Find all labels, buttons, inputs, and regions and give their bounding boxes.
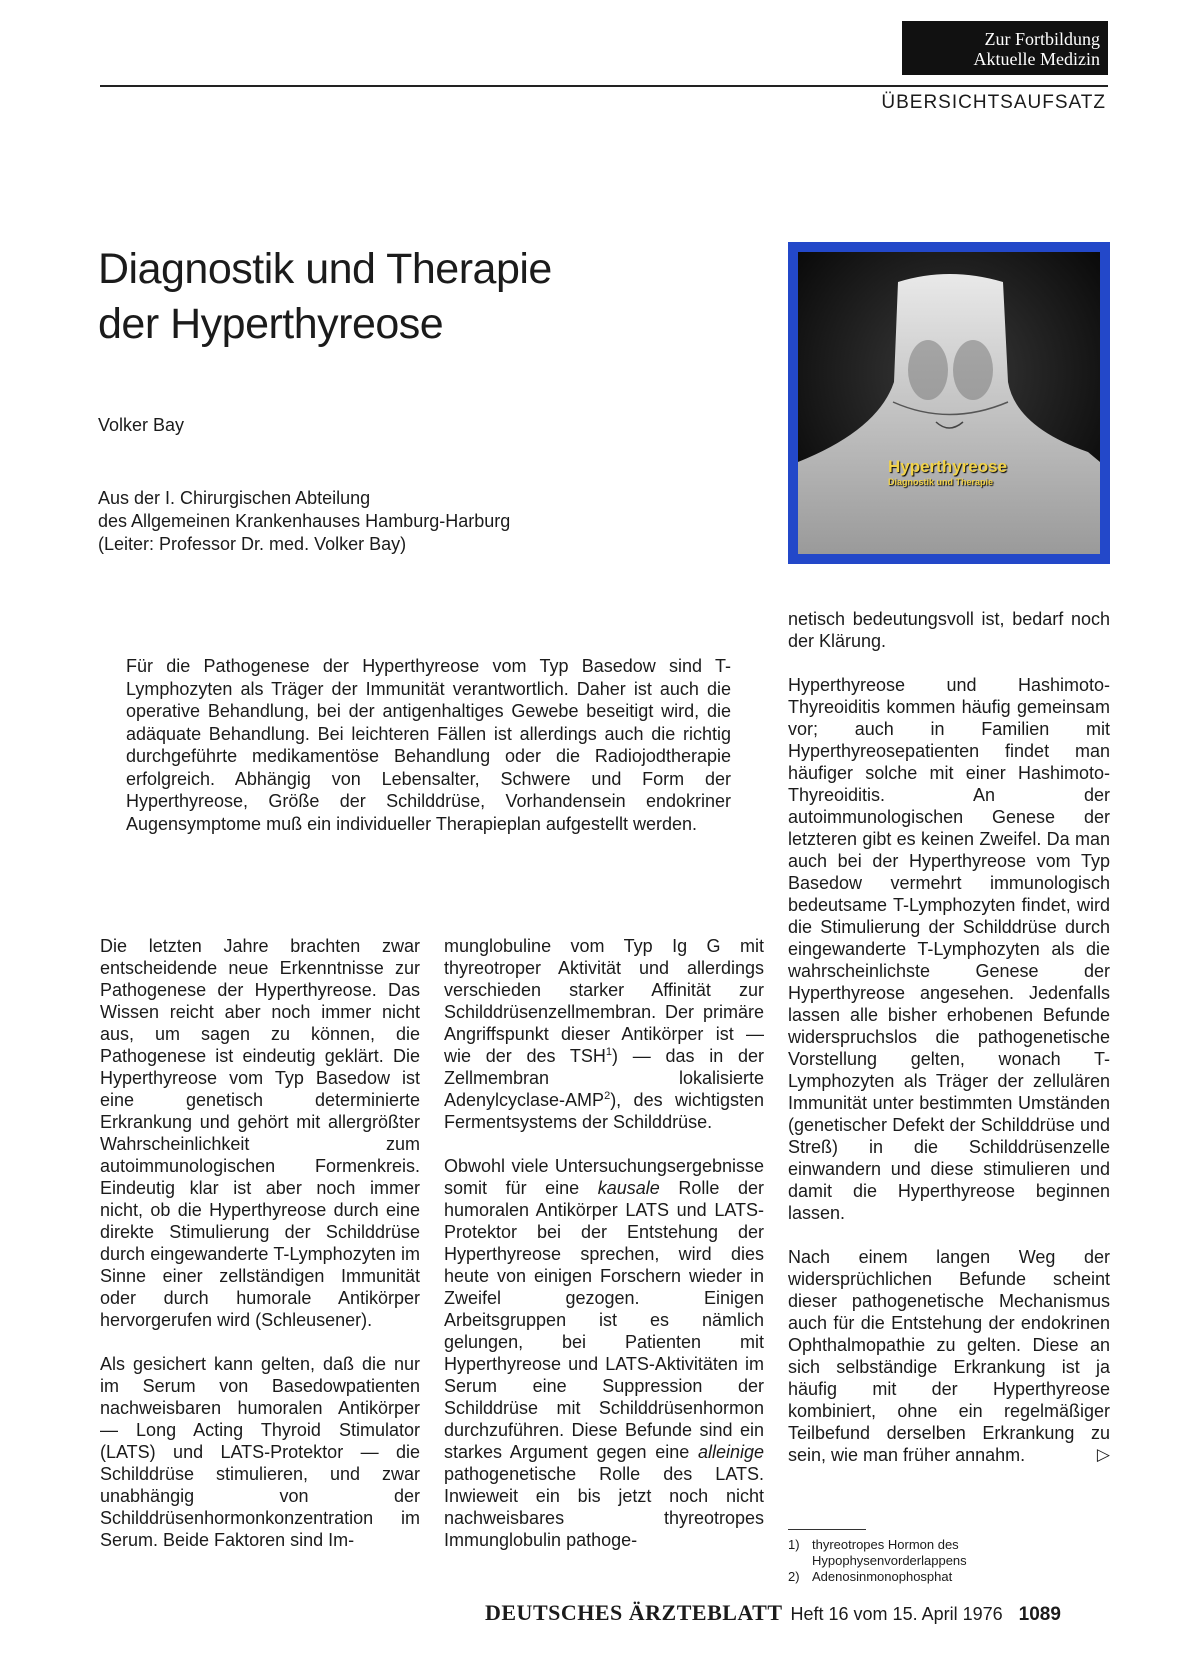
footnote-item [788,1569,1110,1585]
cover-title: Hyperthyreose [888,457,1008,476]
footnote-text: thyreotropes Hormon des Hypophysenvorderlappens [812,1537,967,1568]
footnote-text: Adenosinmonophosphat [812,1569,953,1584]
footnote-ref-2: 2 [604,1090,611,1102]
col2-paragraph-2 [444,1155,764,1551]
col2-p2-text-b: Rolle der humoralen Antikörper LATS und LATS-Protektor bei der Entstehung der Hyperthyreose sprechen, wird dies heute von einigen Forschern wieder in Zweifel gezogen. Einigen Arbeitsgruppen ist es nämlich gelungen, bei Patienten mit Hyperthyreose und LATS-Aktivitäten im Serum eine Suppression der Schilddrüse mit Schilddrüsenhormon durchzuführen. Diese Befunde sind ein starkes Argument gegen eine [444,1178,764,1462]
col1-paragraph-1: Die letzten Jahre brachten zwar entscheidende neue Erkenntnisse zur Pathogenese der Hyperthyreose. Das Wissen reicht aber noch immer nicht aus, um sagen zu können, die Pathogenese ist eindeutig geklärt. Die Hyperthyreose vom Typ Basedow ist eine genetisch determinierte Erkrankung und gehört mit allergrößter Wahrscheinlichkeit zum autoimmunologischen Formenkreis. Eindeutig klar ist aber noch immer nicht, ob die Hyperthyreose durch eine direkte Stimulierung der Schilddrüse durch eingewanderte T-Lymphozyten im Sinne einer zellständigen Immunität oder durch humorale Antikörper hervorgerufen wird (Schleusener). [100,936,420,1330]
col2-p1-text-a: munglobuline vom Typ Ig G mit thyreotroper Aktivität und allerdings verschieden starker Affinität zur Schilddrüsenzellmembran. Der primäre Angriffspunkt dieser Antikörper ist — wie der des TSH [444,936,764,1066]
affiliation-line-2: des Allgemeinen Krankenhauses Hamburg-Harburg [98,511,511,531]
column-3 [788,608,1110,1488]
section-badge [902,21,1108,75]
affiliation [98,487,510,556]
col3-p3-text: Nach einem langen Weg der widersprüchlichen Befunde scheint dieser pathogenetische Mechanismus auch für die Entstehung der endokrinen Ophthalmopathie zu gelten. Diese an sich selbständige Erkrankung ist ja häufig mit der Hyperthyreose kombiniert, ohne ein regelmäßiger Teilbefund derselben Erkrankung zu sein, wie man früher annahm. [788,1247,1110,1465]
footnote-item [788,1537,1110,1569]
col2-p2-text-c: pathogenetische Rolle des LATS. Inwieweit ein bis jetzt noch nicht nachweisbares thyreotropes Immunglobulin pathoge- [444,1464,764,1550]
col1-paragraph-2: Als gesichert kann gelten, daß die nur im Serum von Basedowpatienten nachweisbaren humoralen Antikörper — Long Acting Thyroid Stimulator (LATS) und LATS-Protektor — die Schilddrüse stimulieren, und zwar unabhängig von der Schilddrüsenhormonkonzentration im Serum. Beide Faktoren sind Im- [100,1354,420,1550]
author: Volker Bay [98,415,185,435]
footnote-number: 2) [788,1569,800,1584]
col2-p2-emphasis-1: kausale [597,1178,660,1198]
col2-p1-text-b: ) — das in der Zellmembran lokalisierte Adenylcyclase-AMP [444,1046,765,1110]
footnote-rule [788,1529,866,1530]
col2-p1-text-c: ), des wichtigsten Fermentsystems der Schilddrüse. [444,1090,764,1132]
affiliation-line-1: Aus der I. Chirurgischen Abteilung [98,488,371,508]
col2-paragraph-1 [444,935,764,1133]
footnote-number: 1) [788,1537,800,1552]
article-title [98,242,552,352]
journal-name: DEUTSCHES ÄRZTEBLATT [485,1600,783,1625]
column-2 [444,935,764,1573]
header-rule [100,85,1108,87]
col2-p2-emphasis-2: alleinige [697,1442,764,1462]
cover-subtitle: Diagnostik und Therapie [888,477,994,487]
title-line-2: der Hyperthyreose [98,300,444,348]
col3-paragraph-1: netisch bedeutungsvoll ist, bedarf noch der Klärung. [788,609,1110,651]
title-line-1: Diagnostik und Therapie [98,245,552,293]
badge-line-2: Aktuelle Medizin [973,49,1100,69]
page-number: 1089 [1018,1604,1061,1625]
col2-p2-text-a: Obwohl viele Untersuchungsergebnisse somit für eine [444,1156,764,1198]
affiliation-line-3: (Leiter: Professor Dr. med. Volker Bay) [98,534,407,554]
badge-line-1: Zur Fortbildung [984,29,1100,49]
page-footer [485,1600,1110,1626]
cover-caption [888,457,1007,487]
column-1 [100,935,420,1573]
col3-paragraph-3 [788,1246,1110,1466]
col3-paragraph-2: Hyperthyreose und Hashimoto-Thyreoiditis kommen häufig gemeinsam vor; auch in Familien mit Hyperthyreosepatienten findet man häufiger solche mit einer Hashimoto-Thyreoiditis. An der autoimmunologischen Genese der letzteren gibt es keinen Zweifel. Da man auch bei der Hyperthyreose vom Typ Basedow vermehrt immunologisch bedeutsame T-Lymphozyten findet, wird die Stimulierung der Schilddrüse durch eingewanderte T-Lymphozyten als die wahrscheinlichste Genese der Hyperthyreose angesehen. Jedenfalls lassen alle bisher erhobenen Befunde widerspruchslos die pathogenetische Vorstellung gelten, wonach T-Lymphozyten als Träger der zellulären Immunität unter bestimmten Umständen (genetischer Defekt der Schilddrüse und Streß) in die Schilddrüsenzelle einwandern und diese stimulieren und damit die Hyperthyreose beginnen lassen. [788,675,1110,1223]
section-label: ÜBERSICHTSAUFSATZ [881,92,1106,113]
continue-marker: ▷ [1096,1445,1110,1464]
footnotes [788,1537,1110,1585]
footnote-ref-1: 1 [605,1046,613,1058]
neck-photo [798,252,1100,554]
issue-info: Heft 16 vom 15. April 1976 [790,1604,1003,1624]
abstract: Für die Pathogenese der Hyperthyreose vom Typ Basedow sind T-Lymphozyten als Träger der Immunität verantwortlich. Daher ist auch die operative Behandlung, bei der antigenhaltiges Gewebe beseitigt wird, die adäquate Behandlung. Bei leichteren Fällen ist allerdings auch die richtig durchgeführte medikamentöse Behandlung oder die Radiojodtherapie erfolgreich. Abhängig von Lebensalter, Schwere und Form der Hyperthyreose, Größe der Schilddrüse, Vorhandensein endokriner Augensymptome muß ein individueller Therapieplan aufgestellt werden. [126,656,731,834]
cover-image [788,242,1110,564]
